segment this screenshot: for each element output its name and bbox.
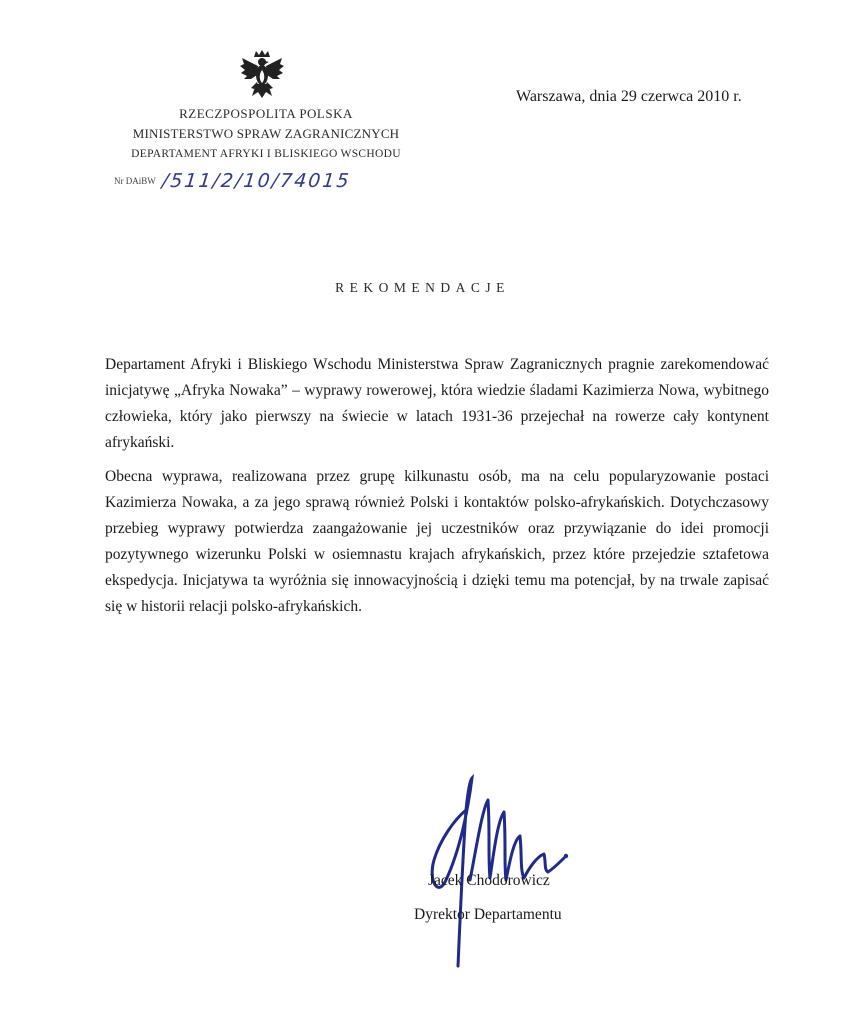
letter-title: REKOMENDACJE (335, 280, 510, 295)
body-paragraph: Obecna wyprawa, realizowana przez grupę kilkunastu osób, ma na celu popularyzowanie postaci Kazimierza Nowaka, a za jego sprawą również Polski i kontaktów polsko-afrykańskich. Dotychczasowy przebieg wyprawy potwierdza zaangażowanie jej uczestników oraz przywiązanie do idei promocji pozytywnego wizerunku Polski w osiemnastu krajach afrykańskich, przez które przejedzie sztafetowa ekspedycja. Inicjatywa ta wyróżnia się innowacyjnością i dzięki temu ma potencjał, by na trwale zapisać się w historii relacji polsko-afrykańskich. (105, 468, 769, 615)
letter-date: Warszawa, dnia 29 czerwca 2010 r. (516, 88, 742, 105)
reference-label: Nr DAiBW (114, 176, 156, 186)
letterhead-department: DEPARTAMENT AFRYKI I BLISKIEGO WSCHODU (131, 148, 401, 160)
letterhead-country: RZECZPOSPOLITA POLSKA (179, 106, 353, 121)
polish-eagle-icon (238, 48, 286, 100)
reference-number (114, 166, 350, 192)
signer-name: Jacek Chodorowicz (428, 872, 550, 889)
handwritten-signature-icon (420, 770, 580, 970)
letterhead (96, 104, 436, 164)
letter-body (105, 352, 769, 628)
signer-position: Dyrektor Departamentu (414, 906, 562, 923)
body-paragraph: Departament Afryki i Bliskiego Wschodu Ministerstwa Spraw Zagranicznych pragnie zarekomendować inicjatywę „Afryka Nowaka” – wyprawy rowerowej, która wiedzie śladami Kazimierza Nowa, wybitnego człowieka, który jako pierwszy na świecie w latach 1931-36 przejechał na rowerze cały kontynent afrykański. (105, 356, 769, 451)
reference-value: /511/2/10/74015 (160, 170, 352, 192)
letterhead-ministry: MINISTERSTWO SPRAW ZAGRANICZNYCH (132, 126, 400, 141)
